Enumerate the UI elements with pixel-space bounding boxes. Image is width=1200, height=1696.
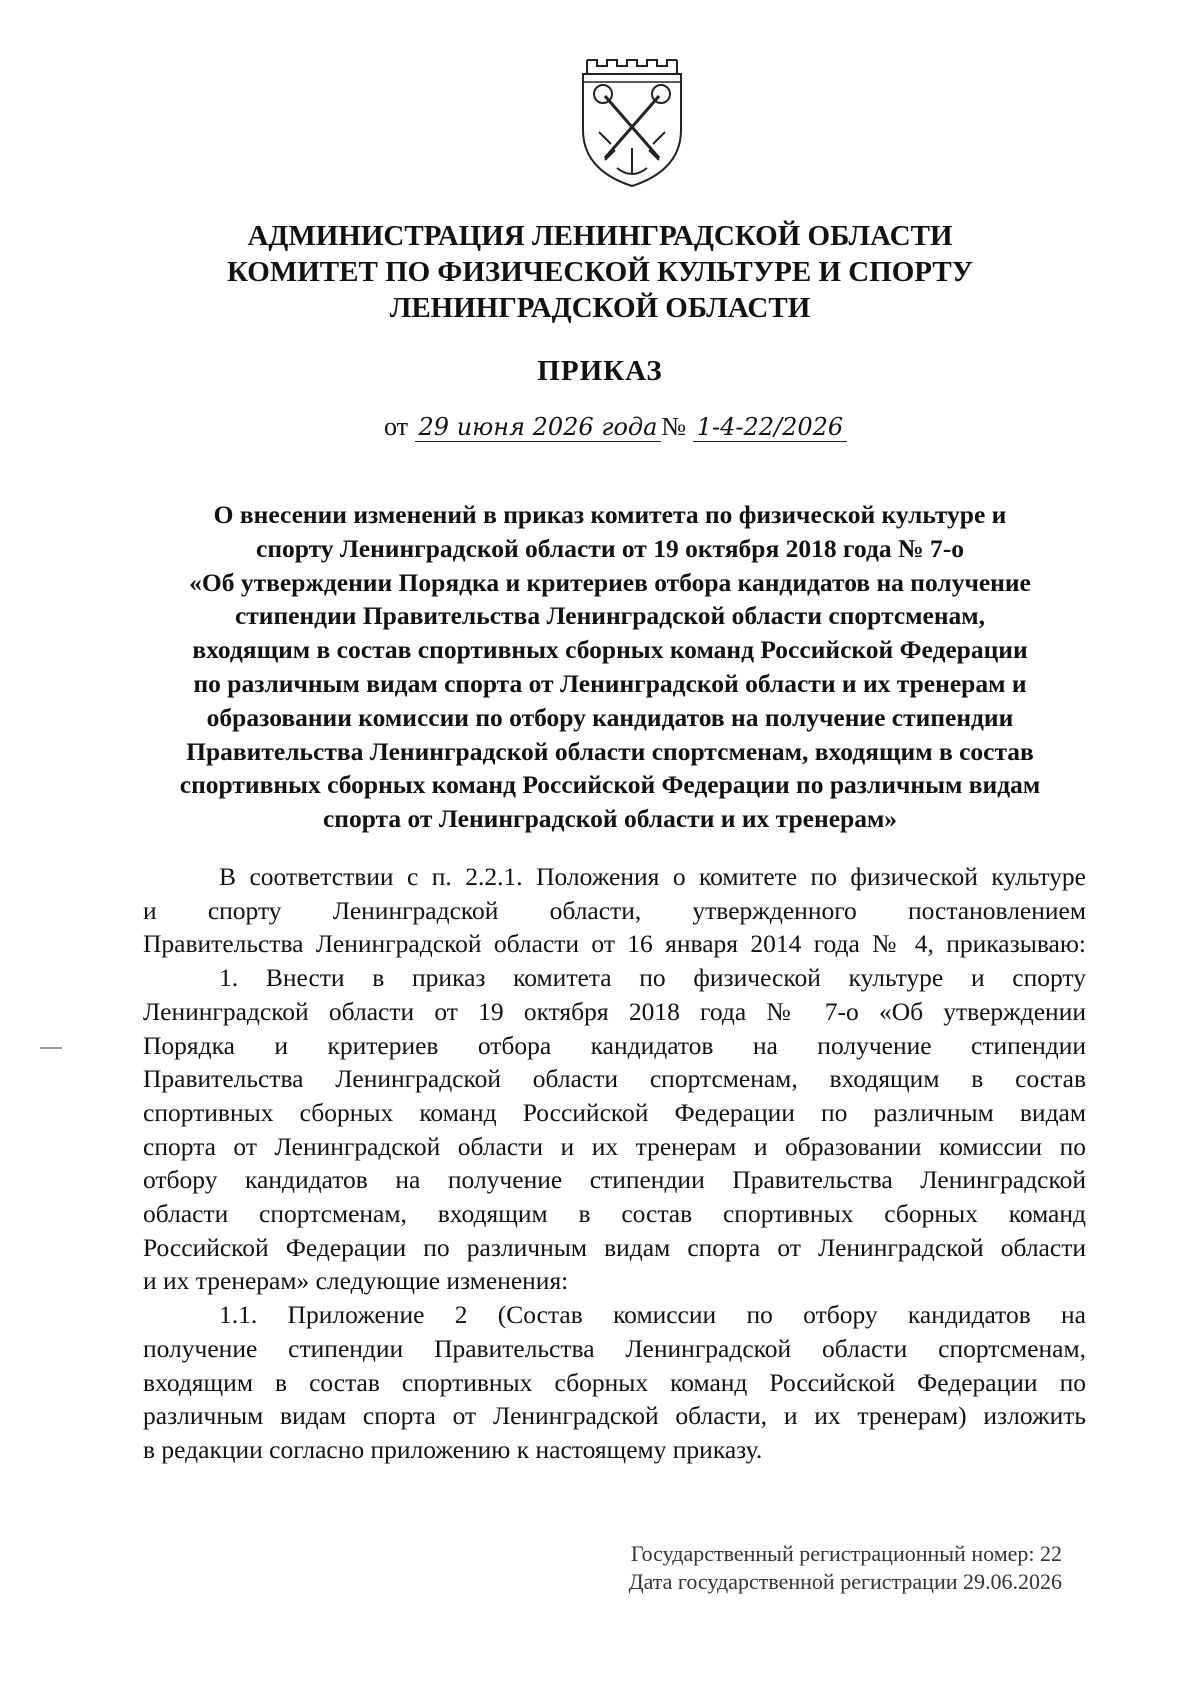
from-label: от — [384, 412, 409, 441]
subject-line: спорта от Ленинградской области и их тренерам» — [322, 804, 898, 834]
body-line: спортивных сборных команд Российской Федерации по различным видам — [143, 1097, 1086, 1127]
subject-line: спорту Ленинградской области от 19 октября 2018 года № 7-о — [256, 533, 964, 563]
order-body — [143, 860, 1086, 1467]
registration-number: Государственный регистрационный номер: 22 — [630, 1541, 1062, 1566]
header-line-administration: АДМИНИСТРАЦИЯ ЛЕНИНГРАДСКОЙ ОБЛАСТИ — [247, 220, 953, 252]
order-subject — [140, 498, 1080, 836]
handwritten-date: 29 июня 2026 года — [415, 413, 662, 442]
order-title: ПРИКАЗ — [537, 355, 663, 387]
subject-line: Правительства Ленинградской области спортсменам, входящим в состав — [186, 736, 1034, 766]
body-line: и их тренерам» следующие изменения: — [143, 1266, 569, 1296]
subject-line: по различным видам спорта от Ленинградской области и их тренерам и — [193, 668, 1027, 698]
body-line: Российской Федерации по различным видам спорта от Ленинградской области — [143, 1232, 1086, 1262]
header-line-region: ЛЕНИНГРАДСКОЙ ОБЛАСТИ — [389, 292, 811, 324]
order-date-number — [384, 412, 847, 442]
body-line: различным видам спорта от Ленинградской области, и их тренерам) изложить — [143, 1401, 1086, 1431]
margin-mark — [40, 1047, 62, 1049]
body-line: в редакции согласно приложению к настоящему приказу. — [143, 1434, 763, 1464]
issuer-header — [150, 218, 1050, 326]
subject-line: О внесении изменений в приказ комитета по физической культуре и — [213, 500, 1007, 529]
body-line: Правительства Ленинградской области спортсменам, входящим в состав — [143, 1064, 1086, 1094]
body-line: области спортсменам, входящим в состав спортивных сборных команд — [143, 1199, 1086, 1229]
body-paragraph-item-1 — [143, 961, 1086, 1298]
subject-line: входящим в состав спортивных сборных команд Российской Федерации — [192, 635, 1028, 665]
body-line: Порядка и критериев отбора кандидатов на получение стипендии — [143, 1030, 1086, 1060]
body-line: и спорту Ленинградской области, утвержденного постановлением — [143, 895, 1086, 925]
body-line: Ленинградской области от 19 октября 2018 года № 7-о «Об утверждении — [143, 996, 1086, 1026]
body-line: отбору кандидатов на получение стипендии Правительства Ленинградской — [143, 1165, 1086, 1195]
body-line: спорта от Ленинградской области и их тренерам и образовании комиссии по — [143, 1131, 1086, 1161]
body-line: получение стипендии Правительства Ленинградской области спортсменам, — [143, 1333, 1086, 1363]
header-line-committee: КОМИТЕТ ПО ФИЗИЧЕСКОЙ КУЛЬТУРЕ И СПОРТУ — [227, 256, 973, 288]
body-line: 1.1. Приложение 2 (Состав комиссии по отбору кандидатов на — [219, 1300, 1086, 1330]
subject-line: стипендии Правительства Ленинградской области спортсменам, — [234, 601, 986, 631]
body-line: входящим в состав спортивных сборных команд Российской Федерации по — [143, 1367, 1086, 1397]
body-paragraph-preamble — [143, 860, 1086, 961]
coat-of-arms-emblem — [577, 52, 687, 190]
handwritten-number: 1-4-22/2026 — [693, 413, 847, 442]
registration-date: Дата государственной регистрации 29.06.2026 — [628, 1569, 1062, 1594]
subject-line: образовании комиссии по отбору кандидатов на получение стипендии — [206, 702, 1014, 732]
body-line: Правительства Ленинградской области от 16 января 2014 года № 4, приказываю: — [143, 929, 1086, 959]
body-paragraph-item-1-1 — [143, 1298, 1086, 1467]
subject-line: спортивных сборных команд Российской Федерации по различным видам — [179, 770, 1041, 800]
body-line: 1. Внести в приказ комитета по физической культуре и спорту — [219, 963, 1086, 993]
registration-stamp — [600, 1540, 1062, 1596]
body-line: В соответствии с п. 2.2.1. Положения о комитете по физической культуре — [219, 862, 1086, 891]
number-label: № — [661, 412, 687, 441]
subject-line: «Об утверждении Порядка и критериев отбора кандидатов на получение — [189, 567, 1031, 597]
